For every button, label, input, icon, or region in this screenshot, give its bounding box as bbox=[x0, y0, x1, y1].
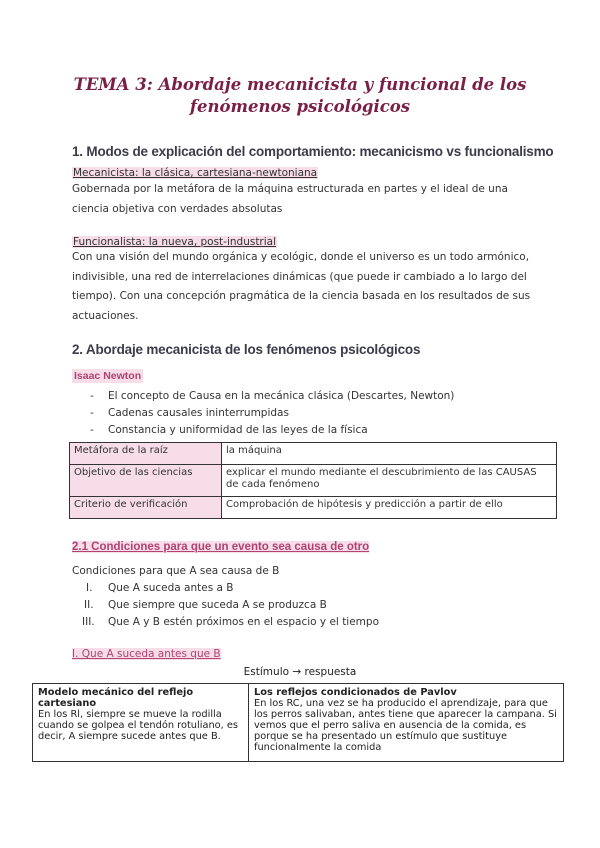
mechanicism-table bbox=[69, 442, 557, 519]
roman-numeral: III. bbox=[82, 616, 95, 628]
newton-label: Isaac Newton bbox=[74, 370, 142, 382]
bullet-item: - Cadenas causales ininterrumpidas bbox=[90, 407, 289, 419]
reflex-comparison-table bbox=[32, 683, 564, 762]
title-line-2: fenómenos psicológicos bbox=[189, 97, 411, 116]
table-row bbox=[70, 497, 557, 519]
table-row bbox=[33, 684, 564, 762]
mecanicista-label: Mecanicista: la clásica, cartesiana-newtoniana bbox=[73, 167, 318, 179]
table-value: Comprobación de hipótesis y predicción a partir de ello bbox=[222, 497, 557, 519]
table-key: Objetivo de las ciencias bbox=[70, 465, 222, 497]
condition-item: Que A suceda antes a B bbox=[108, 582, 234, 594]
title-line-1: TEMA 3: Abordaje mecanicista y funcional de los bbox=[73, 75, 527, 94]
section-2-1-heading: 2.1 Condiciones para que un evento sea causa de otro bbox=[72, 541, 370, 553]
table-row bbox=[70, 465, 557, 497]
table-key: Metáfora de la raíz bbox=[70, 443, 222, 465]
funcionalista-label: Funcionalista: la nueva, post-industrial bbox=[73, 236, 277, 248]
pavlov-cell bbox=[249, 684, 564, 762]
subsection-heading: I. Que A suceda antes que B bbox=[72, 648, 221, 660]
section-1-heading: 1. Modos de explicación del comportamiento: mecanicismo vs funcionalismo bbox=[72, 144, 554, 159]
table-row bbox=[70, 443, 557, 465]
condition-item: Que siempre que suceda A se produzca B bbox=[108, 599, 327, 611]
table-key: Criterio de verificación bbox=[70, 497, 222, 519]
funcionalista-text: Con una visión del mundo orgánica y ecológic, donde el universo es un todo armónico, indivisible, una red de interrelaciones dinámicas (que puede ir cambiado a lo largo del tiempo). Con una concepción pragmática de la ciencia basada en los resultados de sus actuaciones. bbox=[72, 251, 531, 322]
mecanicista-text: Gobernada por la metáfora de la máquina estructurada en partes y el ideal de una ciencia objetiva con verdades absolutas bbox=[72, 183, 508, 215]
pavlov-text: En los RC, una vez se ha producido el aprendizaje, para que los perros salivaban, antes tiene que aparecer la campana. Si vemos que el perro saliva en ausencia de la comida, es porque se ha presentado un estímulo que sustituye funcionalmente la comida bbox=[254, 698, 557, 753]
cartesian-title: Modelo mecánico del reflejo cartesiano bbox=[38, 687, 194, 709]
roman-numeral: I. bbox=[86, 582, 93, 594]
cartesian-text: En los Rl, siempre se mueve la rodilla cuando se golpea el tendón rotuliano, es decir, A siempre sucede antes que B. bbox=[38, 709, 239, 742]
section-2-heading: 2. Abordaje mecanicista de los fenómenos psicológicos bbox=[72, 342, 421, 357]
table-value: explicar el mundo mediante el descubrimiento de las CAUSAS de cada fenómeno bbox=[222, 465, 557, 497]
page-title bbox=[60, 74, 540, 118]
pavlov-title: Los reflejos condicionados de Pavlov bbox=[254, 687, 457, 698]
stimulus-response-label: Estímulo → respuesta bbox=[243, 666, 357, 678]
bullet-item: - Constancia y uniformidad de las leyes de la física bbox=[90, 424, 368, 436]
table-value: la máquina bbox=[222, 443, 557, 465]
condition-item: Que A y B estén próximos en el espacio y el tiempo bbox=[108, 616, 380, 628]
bullet-item: - El concepto de Causa en la mecánica clásica (Descartes, Newton) bbox=[90, 390, 455, 402]
conditions-intro: Condiciones para que A sea causa de B bbox=[72, 565, 280, 577]
roman-numeral: II. bbox=[84, 599, 94, 611]
cartesian-cell bbox=[33, 684, 249, 762]
